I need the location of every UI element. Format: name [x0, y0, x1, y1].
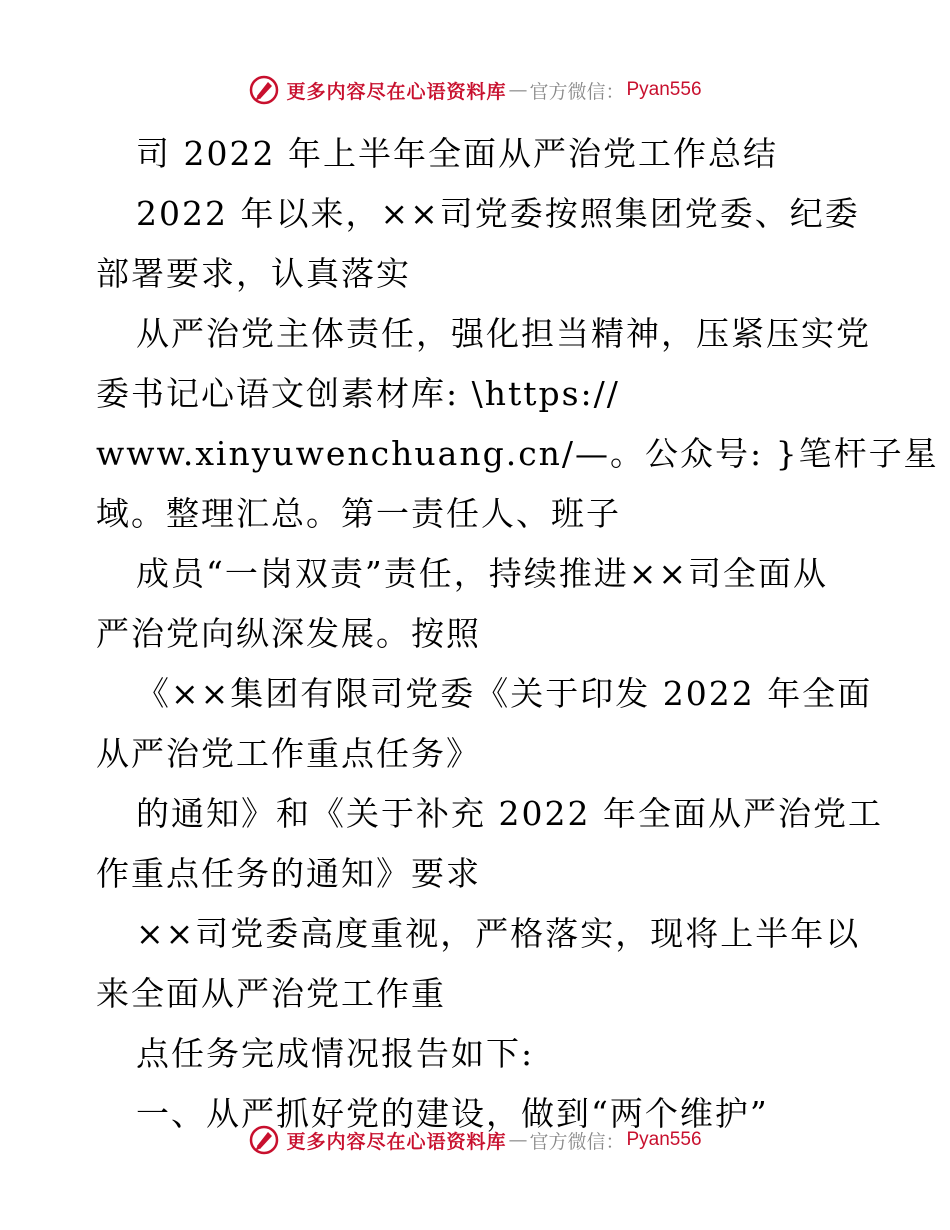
document-body [96, 124, 939, 1144]
paragraph-line: www.xinyuwenchuang.cn/—。公众号: }笔杆子星 [96, 434, 939, 473]
paragraph-line: 《××集团有限司党委《关于印发 2022 年全面 [136, 674, 873, 713]
watermark-official-label: 官方微信： [529, 80, 625, 103]
section-heading: 一、从严抓好党的建设，做到“两个维护” [136, 1094, 769, 1133]
watermark-brand: 更多内容尽在心语资料库 [286, 1130, 507, 1153]
pen-nib-logo-icon [248, 74, 280, 106]
paragraph-line: 作重点任务的通知》要求 [96, 854, 481, 893]
paragraph-line: 域。整理汇总。第一责任人、班子 [96, 494, 621, 533]
watermark-separator: — [508, 1129, 528, 1151]
watermark-official-label: 官方微信： [529, 1130, 625, 1153]
paragraph-line: 从严治党主体责任，强化担当精神，压紧压实党 [136, 314, 871, 353]
paragraph-line: 委书记心语文创素材库: \https:// [96, 374, 620, 413]
paragraph-line: ××司党委高度重视，严格落实，现将上半年以 [136, 914, 861, 953]
paragraph-line: 点任务完成情况报告如下: [136, 1034, 535, 1073]
pen-nib-logo-icon [248, 1124, 280, 1156]
paragraph-line: 成员“一岗双责”责任，持续推进××司全面从 [136, 554, 829, 593]
paragraph-line: 2022 年以来，××司党委按照集团党委、纪委 [136, 194, 860, 233]
watermark-wechat-id: Pyan556 [626, 1129, 702, 1150]
document-title: 司 2022 年上半年全面从严治党工作总结 [136, 134, 778, 173]
paragraph-line: 部署要求，认真落实 [96, 254, 411, 293]
watermark-separator: — [508, 79, 528, 101]
watermark-brand: 更多内容尽在心语资料库 [286, 80, 507, 103]
watermark-banner-bottom [0, 1120, 950, 1160]
paragraph-line: 来全面从严治党工作重 [96, 974, 446, 1013]
paragraph-line: 从严治党工作重点任务》 [96, 734, 481, 773]
paragraph-line: 严治党向纵深发展。按照 [96, 614, 481, 653]
watermark-banner-top [0, 70, 950, 110]
watermark-wechat-id: Pyan556 [626, 79, 702, 100]
paragraph-line: 的通知》和《关于补充 2022 年全面从严治党工 [136, 794, 883, 833]
